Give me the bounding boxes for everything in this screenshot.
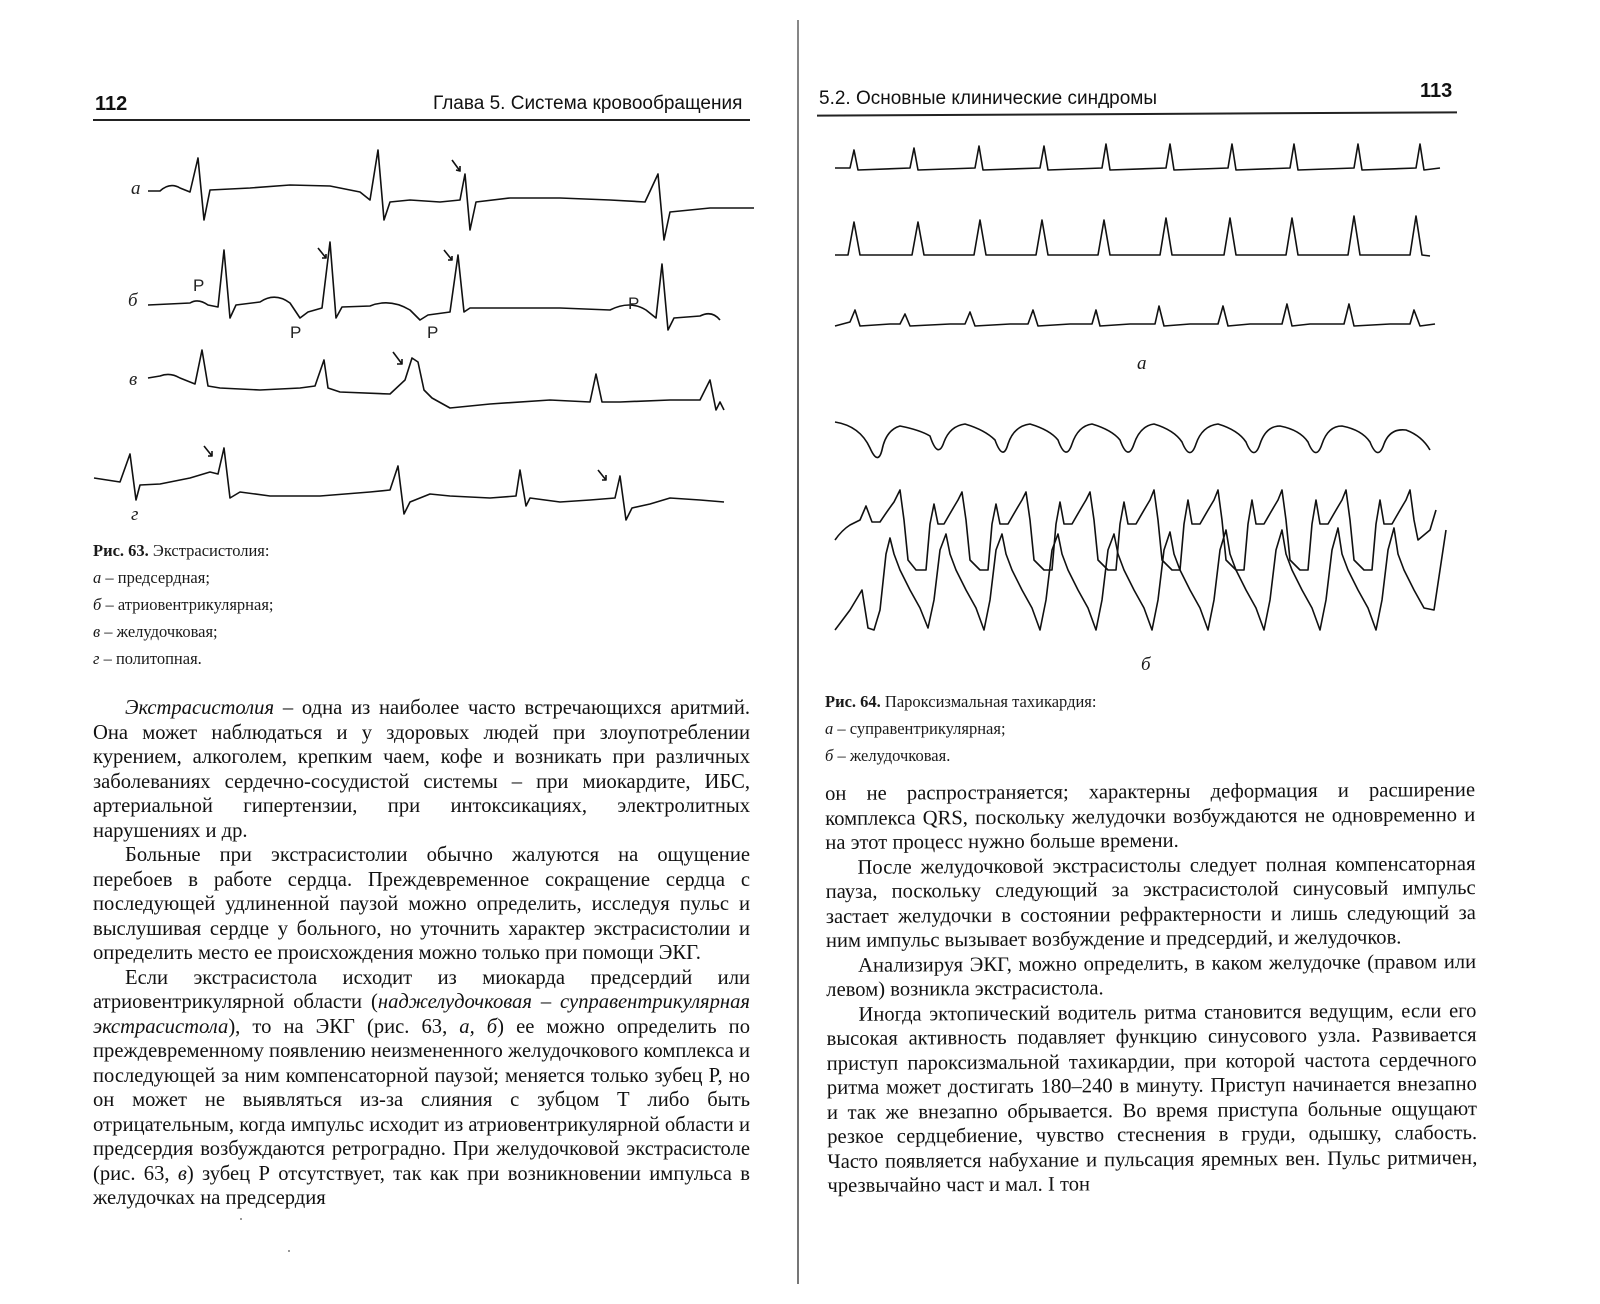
figure-63-ecg xyxy=(90,140,760,545)
page-number-right: 113 xyxy=(1420,80,1453,102)
paragraph: Иногда эктопический водитель ритма становится ведущим, если его высокая активность подавляет функцию синусового узла. Развивается приступ пароксизмальной тахикардии, при которой частота сердечного ритма может достигать 180–240 в минуту. Приступ начинается внезапно и так же внезапно обрывается. Во время приступа больные ощущают резкое сердцебиение, чувство стеснения в груди, одышку, слабость. Часто появляется набухание и пульсация яремных вен. Пульс ритмичен, чрезвычайно част и мал. I тон xyxy=(826,999,1478,1197)
paragraph: Больные при экстрасистолии обычно жалуются на ощущение перебоев в работе сердца. Преждевременное сокращение сердца с последующей удлиненной паузой можно определить, исследуя пульс и выслушивая сердце у больного, но уточнить характер экстрасистолии и определить место ее происхождения можно только при помощи ЭКГ. xyxy=(93,844,750,964)
scan-speck xyxy=(288,1250,290,1252)
body-text-left xyxy=(93,696,750,1211)
header-rule-right xyxy=(817,111,1457,116)
ecg-trace-b1 xyxy=(835,422,1430,458)
ecg-trace-a2 xyxy=(835,216,1430,256)
figure-sublabel-b: б xyxy=(1141,654,1151,675)
ecg-trace-b xyxy=(148,242,720,330)
caption-item: в – желудочковая; xyxy=(93,622,218,641)
trace-label-b: б xyxy=(128,290,138,311)
caption-item: а – предсердная; xyxy=(93,568,210,587)
book-spine xyxy=(797,20,799,1284)
paragraph: Анализируя ЭКГ, можно определить, в каком желудочке (правом или левом) возникла экстрасистола. xyxy=(826,950,1477,1001)
figure-63-caption xyxy=(93,537,274,672)
paragraph: он не распространяется; характерны деформация и расширение комплекса QRS, поскольку желудочки возбуждаются не одновременно и на этот процесс нужно больше времени. xyxy=(825,779,1476,854)
caption-prefix: Рис. 64. xyxy=(825,692,881,711)
left-page xyxy=(0,0,790,1304)
page-number-left: 112 xyxy=(95,93,128,115)
p-wave-label: P xyxy=(427,323,439,342)
ecg-trace-a1 xyxy=(835,144,1440,170)
right-page xyxy=(805,0,1600,1304)
caption-item: б – желудочковая. xyxy=(825,746,951,765)
p-wave-label: P xyxy=(290,323,302,342)
body-text-right xyxy=(825,778,1478,1198)
paragraph: Если экстрасистола исходит из миокарда предсердий или атриовентрикулярной области (наджелудочковая – суправентрикулярная экстрасистола), то на ЭКГ (рис. 63, а, б) ее можно определить по преждевременному появлению неизмененного желудочкового комплекса и последующей за ним компенсаторной паузой; меняется только зубец Р, но он может не выявляться из-за слияния с зубцом Т либо быть отрицательным, когда импульс исходит из атриовентрикулярной области и предсердия возбуждаются ретроградно. При желудочковой экстрасистоле (рис. 63, в) зубец Р отсутствует, так как при возникновении импульса в желудочках на предсердия xyxy=(93,966,751,1209)
p-wave-label: P xyxy=(193,276,205,295)
caption-item: а – суправентрикулярная; xyxy=(825,719,1006,738)
ecg-trace-c xyxy=(148,350,724,410)
p-wave-label: P xyxy=(628,294,640,313)
ecg-trace-b2 xyxy=(835,490,1436,570)
caption-title: Пароксизмальная тахикардия: xyxy=(884,692,1097,711)
trace-label-a: а xyxy=(131,178,141,199)
trace-label-c: в xyxy=(129,369,138,390)
caption-item: б – атриовентрикулярная; xyxy=(93,595,274,614)
paragraph: Экстрасистолия – одна из наиболее часто встречающихся аритмий. Она может наблюдаться и у здоровых людей при злоупотреблении курением, алкоголем, крепким чаем, кофе и возникать при различных заболеваниях сердечно-сосудистой системы – при миокардите, ИБС, артериальной гипертензии, при интоксикациях, электролитных нарушениях и др. xyxy=(93,697,750,842)
running-head-left: Глава 5. Система кровообращения xyxy=(433,93,743,114)
paragraph: После желудочковой экстрасистолы следует полная компенсаторная пауза, поскольку следующий за экстрасистолой синусовый импульс застает желудочки в состоянии рефрактерности и лишь следующий за ним импульс вызывает возбуждение и предсердий, и желудочков. xyxy=(825,852,1476,952)
figure-64-ecg xyxy=(830,130,1450,655)
figure-64-caption xyxy=(825,688,1096,769)
figure-sublabel-a: а xyxy=(1137,353,1147,374)
ecg-trace-a3 xyxy=(835,304,1435,326)
ecg-trace-a xyxy=(148,150,754,240)
ecg-trace-d xyxy=(94,448,724,520)
trace-label-d: г xyxy=(131,504,139,525)
header-rule-left xyxy=(93,119,750,121)
ecg-trace-b3 xyxy=(835,528,1446,630)
scan-speck xyxy=(240,1218,242,1220)
caption-prefix: Рис. 63. xyxy=(93,541,149,560)
caption-item: г – политопная. xyxy=(93,649,202,668)
running-head-right: 5.2. Основные клинические синдромы xyxy=(819,88,1158,109)
caption-title: Экстрасистолия: xyxy=(152,541,270,560)
